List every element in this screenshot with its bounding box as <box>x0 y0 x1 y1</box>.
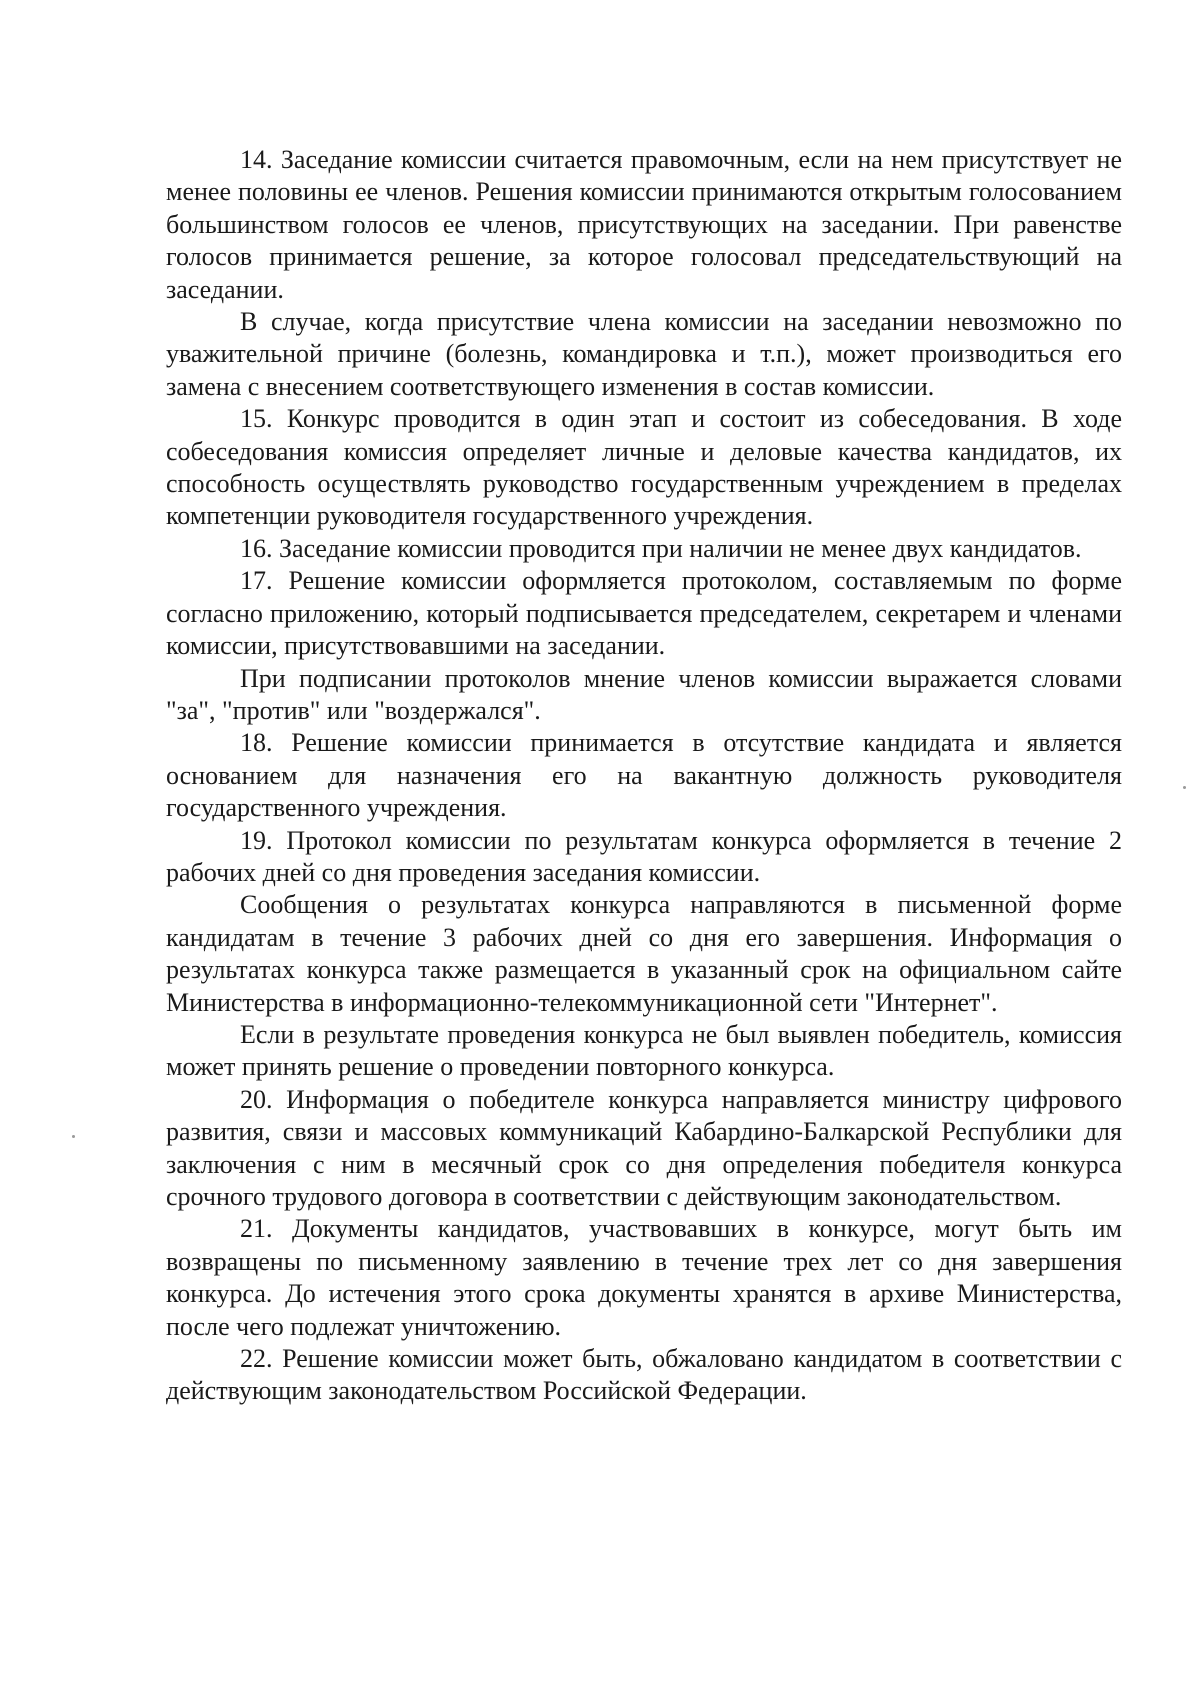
paragraph-17-signing: При подписании протоколов мнение членов комиссии выражается словами "за", "против" или "воздержался". <box>166 663 1122 725</box>
paragraph-19-repeat: Если в результате проведения конкурса не был выявлен победитель, комиссия может принять решение о проведении повторного конкурса. <box>166 1019 1122 1082</box>
paragraph-18: 18. Решение комиссии принимается в отсутствие кандидата и является основанием для назначения его на вакантную должность руководителя государственного учреждения. <box>166 728 1122 823</box>
document-body <box>166 144 1122 1408</box>
paragraph-21: 21. Документы кандидатов, участвовавших в конкурсе, могут быть им возвращены по письменному заявлению в течение трех лет со дня завершения конкурса. До истечения этого срока документы хранятся в архиве Министерства, после чего подлежат уничтожению. <box>166 1214 1122 1341</box>
paragraph-14: 14. Заседание комиссии считается правомочным, если на нем присутствует не менее половины ее членов. Решения комиссии принимаются открытым голосованием большинством голосов ее членов, присутствующих на заседании. При равенстве голосов принимается решение, за которое голосовал председательствующий на заседании. <box>166 145 1122 304</box>
paragraph-20: 20. Информация о победителе конкурса направляется министру цифрового развития, связи и массовых коммуникаций Кабардино-Балкарской Республики для заключения с ним в месячный срок со дня определения победителя конкурса срочного трудового договора в соответствии с действующим законодательством. <box>166 1084 1122 1211</box>
scan-speck <box>72 1135 75 1138</box>
paragraph-19: 19. Протокол комиссии по результатам конкурса оформляется в течение 2 рабочих дней со дня проведения заседания комиссии. <box>166 825 1122 887</box>
paragraph-15: 15. Конкурс проводится в один этап и состоит из собеседования. В ходе собеседования комиссия определяет личные и деловые качества кандидатов, их способность осуществлять руководство государственным учреждением в пределах компетенции руководителя государственного учреждения. <box>166 404 1122 531</box>
scan-speck <box>1183 786 1186 789</box>
paragraph-16: 16. Заседание комиссии проводится при наличии не менее двух кандидатов. <box>240 533 1082 563</box>
paragraph-17: 17. Решение комиссии оформляется протоколом, составляемым по форме согласно приложению, который подписывается председателем, секретарем и членами комиссии, присутствовавшими на заседании. <box>166 566 1122 661</box>
paragraph-19-notification: Сообщения о результатах конкурса направляются в письменной форме кандидатам в течение 3 рабочих дней со дня его завершения. Информация о результатах конкурса также размещается в указанный срок на официальном сайте Министерства в информационно-телекоммуникационной сети "Интернет". <box>166 890 1122 1017</box>
paragraph-22: 22. Решение комиссии может быть, обжаловано кандидатом в соответствии с действующим законодательством Российской Федерации. <box>166 1344 1122 1406</box>
paragraph-14-substitution: В случае, когда присутствие члена комиссии на заседании невозможно по уважительной причине (болезнь, командировка и т.п.), может производиться его замена с внесением соответствующего изменения в состав комиссии. <box>166 307 1122 401</box>
